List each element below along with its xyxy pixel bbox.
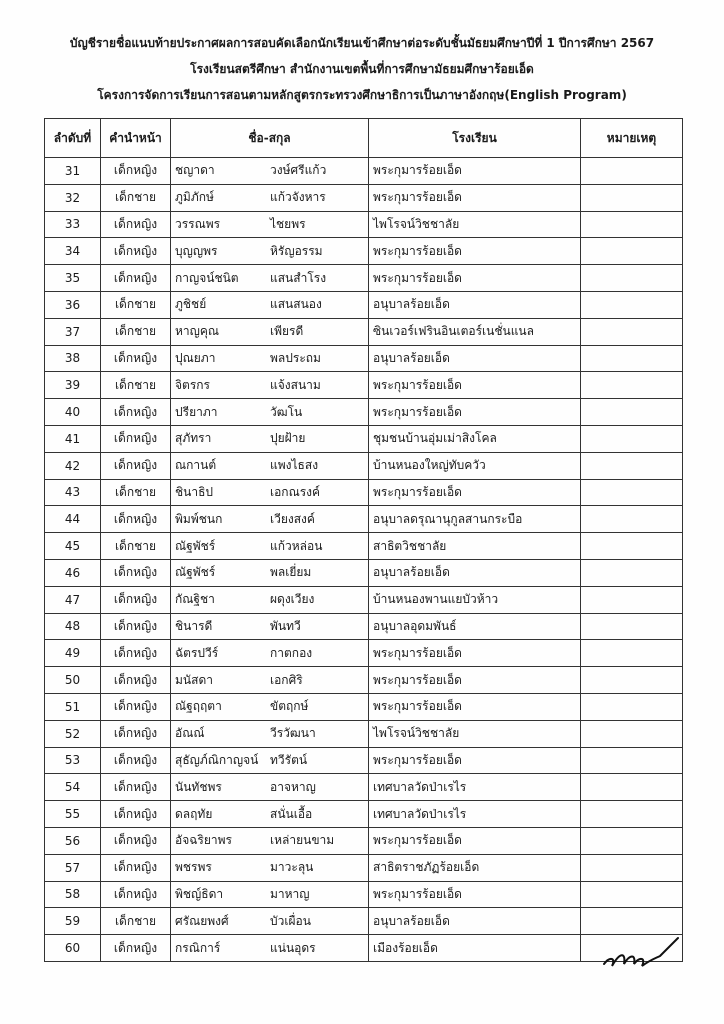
row-school: สาธิตวิชชาลัย [369, 533, 581, 560]
row-first-name: บุญญพร [175, 243, 218, 258]
row-first-name: ณัฐพัชร์ [175, 538, 216, 553]
table-row [45, 586, 683, 613]
row-school: อนุบาลร้อยเอ็ด [369, 291, 581, 318]
row-full-name [171, 667, 369, 694]
row-school: บ้านหนองใหญ่ทับควัว [369, 452, 581, 479]
row-number: 52 [45, 720, 101, 747]
row-full-name [171, 425, 369, 452]
row-first-name: กัณฐิชา [175, 592, 215, 607]
row-full-name [171, 265, 369, 292]
table-row [45, 935, 683, 962]
row-first-name: จิตรกร [175, 377, 210, 392]
table-row [45, 452, 683, 479]
row-prefix: เด็กชาย [101, 291, 171, 318]
row-first-name: กาญจน์ชนิต [175, 270, 239, 285]
row-first-name: ดลฤทัย [175, 806, 213, 821]
row-first-name: สุภัทรา [175, 431, 212, 446]
row-prefix: เด็กหญิง [101, 935, 171, 962]
row-number: 35 [45, 265, 101, 292]
row-full-name [171, 452, 369, 479]
row-school: พระกุมารร้อยเอ็ด [369, 667, 581, 694]
row-first-name: กรณิการ์ [175, 940, 221, 955]
row-last-name: สนั่นเอื้อ [270, 806, 313, 821]
row-prefix: เด็กหญิง [101, 774, 171, 801]
row-number: 44 [45, 506, 101, 533]
row-full-name [171, 827, 369, 854]
row-prefix: เด็กหญิง [101, 452, 171, 479]
row-number: 39 [45, 372, 101, 399]
row-school: พระกุมารร้อยเอ็ด [369, 184, 581, 211]
row-prefix: เด็กชาย [101, 318, 171, 345]
header-program: โครงการจัดการเรียนการสอนตามหลักสูตรกระทรวงศึกษาธิการเป็นภาษาอังกฤษ(English Program) [97, 88, 627, 102]
table-row [45, 801, 683, 828]
row-last-name: เอกศิริ [270, 672, 303, 687]
row-number: 51 [45, 693, 101, 720]
row-number: 47 [45, 586, 101, 613]
row-school: ชุมชนบ้านอุ่มเม่าสิงโคล [369, 425, 581, 452]
table-row [45, 774, 683, 801]
row-first-name: หาญคุณ [175, 324, 220, 339]
row-note [581, 318, 683, 345]
row-full-name [171, 533, 369, 560]
row-first-name: พิชญ์ธิดา [175, 886, 224, 901]
signature-mark [600, 930, 680, 980]
row-prefix: เด็กหญิง [101, 613, 171, 640]
row-note [581, 425, 683, 452]
row-school: ไพโรจน์วิชชาลัย [369, 211, 581, 238]
table-row [45, 747, 683, 774]
row-number: 33 [45, 211, 101, 238]
column-header-note: หมายเหตุ [581, 119, 683, 158]
row-last-name: ทวีรัตน์ [270, 752, 308, 767]
row-number: 46 [45, 559, 101, 586]
row-note [581, 747, 683, 774]
row-school: สาธิตราชภัฏร้อยเอ็ด [369, 854, 581, 881]
row-last-name: อาจหาญ [270, 779, 316, 794]
row-last-name: แน่นอุดร [270, 940, 316, 955]
table-row [45, 720, 683, 747]
row-school: พระกุมารร้อยเอ็ด [369, 881, 581, 908]
header-title: บัญชีรายชื่อแนบท้ายประกาศผลการสอบคัดเลือกนักเรียนเข้าศึกษาต่อระดับชั้นมัธยมศึกษาปีที่ 1 ปีการศึกษา 2567 [69, 36, 655, 50]
row-note [581, 881, 683, 908]
row-prefix: เด็กหญิง [101, 238, 171, 265]
row-full-name [171, 774, 369, 801]
row-last-name: เพียรดี [270, 324, 304, 339]
row-full-name [171, 318, 369, 345]
row-last-name: แสนสนอง [270, 297, 322, 312]
row-number: 49 [45, 640, 101, 667]
table-row [45, 372, 683, 399]
row-first-name: ณกานต์ [175, 458, 217, 473]
row-prefix: เด็กหญิง [101, 827, 171, 854]
row-school: พระกุมารร้อยเอ็ด [369, 747, 581, 774]
column-header-prefix: คำนำหน้า [101, 119, 171, 158]
row-school: เมืองร้อยเอ็ด [369, 935, 581, 962]
row-note [581, 774, 683, 801]
row-first-name: ณัฐฤฤตา [175, 699, 222, 714]
row-number: 45 [45, 533, 101, 560]
row-number: 59 [45, 908, 101, 935]
row-first-name: นันทัชพร [175, 779, 222, 794]
row-number: 48 [45, 613, 101, 640]
row-last-name: หิรัญอรรม [270, 243, 323, 258]
row-last-name: เหล่ายนขาม [270, 833, 335, 848]
row-school: พระกุมารร้อยเอ็ด [369, 693, 581, 720]
row-number: 40 [45, 399, 101, 426]
table-row [45, 238, 683, 265]
column-header-number: ลำดับที่ [45, 119, 101, 158]
row-first-name: ชญาดา [175, 163, 215, 178]
row-prefix: เด็กหญิง [101, 399, 171, 426]
row-number: 55 [45, 801, 101, 828]
row-first-name: สุธัญภ์ณิกาญจน์ [175, 752, 259, 767]
row-prefix: เด็กชาย [101, 479, 171, 506]
row-last-name: ปุยฝ้าย [270, 431, 306, 446]
column-header-school: โรงเรียน [369, 119, 581, 158]
row-full-name [171, 345, 369, 372]
table-row [45, 425, 683, 452]
row-last-name: แสนสำโรง [270, 270, 327, 285]
table-row [45, 533, 683, 560]
row-prefix: เด็กชาย [101, 533, 171, 560]
row-note [581, 801, 683, 828]
row-number: 37 [45, 318, 101, 345]
row-number: 32 [45, 184, 101, 211]
row-note [581, 559, 683, 586]
row-full-name [171, 586, 369, 613]
row-prefix: เด็กหญิง [101, 586, 171, 613]
row-first-name: พิมพ์ชนก [175, 511, 223, 526]
row-note [581, 506, 683, 533]
row-prefix: เด็กหญิง [101, 425, 171, 452]
header-school: โรงเรียนสตรีศึกษา สำนักงานเขตพื้นที่การศึกษามัธยมศึกษาร้อยเอ็ด [190, 62, 534, 76]
table-row [45, 908, 683, 935]
row-number: 57 [45, 854, 101, 881]
row-full-name [171, 908, 369, 935]
table-header-row [45, 119, 683, 158]
row-school: พระกุมารร้อยเอ็ด [369, 827, 581, 854]
row-first-name: พชรพร [175, 860, 212, 875]
row-last-name: เวียงสงค์ [270, 511, 315, 526]
row-full-name [171, 747, 369, 774]
row-full-name [171, 801, 369, 828]
table-row [45, 881, 683, 908]
table-row [45, 265, 683, 292]
table-row [45, 693, 683, 720]
table-row [45, 827, 683, 854]
row-number: 42 [45, 452, 101, 479]
row-school: พระกุมารร้อยเอ็ด [369, 265, 581, 292]
row-number: 31 [45, 158, 101, 185]
row-full-name [171, 640, 369, 667]
row-prefix: เด็กหญิง [101, 345, 171, 372]
row-note [581, 720, 683, 747]
column-header-name: ชื่อ-สกุล [171, 119, 369, 158]
table-row [45, 399, 683, 426]
row-school: เทศบาลวัดป่าเรไร [369, 801, 581, 828]
row-number: 41 [45, 425, 101, 452]
row-last-name: ผดุงเวียง [270, 592, 315, 607]
row-number: 38 [45, 345, 101, 372]
row-last-name: แจ้งสนาม [270, 377, 321, 392]
row-full-name [171, 935, 369, 962]
row-full-name [171, 854, 369, 881]
row-note [581, 586, 683, 613]
row-school: อนุบาลร้อยเอ็ด [369, 559, 581, 586]
row-first-name: ชินารดี [175, 618, 213, 633]
row-note [581, 667, 683, 694]
row-last-name: แพงไธสง [270, 458, 319, 473]
row-prefix: เด็กหญิง [101, 211, 171, 238]
row-full-name [171, 559, 369, 586]
row-school: พระกุมารร้อยเอ็ด [369, 238, 581, 265]
row-full-name [171, 479, 369, 506]
row-number: 34 [45, 238, 101, 265]
row-prefix: เด็กหญิง [101, 801, 171, 828]
row-school: อนุบาลดรุณานุกูลสานกระบือ [369, 506, 581, 533]
row-last-name: พันทวี [270, 618, 301, 633]
table-row [45, 854, 683, 881]
row-school: พระกุมารร้อยเอ็ด [369, 158, 581, 185]
row-first-name: ภูชิชย์ [175, 297, 207, 312]
row-full-name [171, 720, 369, 747]
row-number: 43 [45, 479, 101, 506]
row-number: 50 [45, 667, 101, 694]
row-number: 36 [45, 291, 101, 318]
row-first-name: ศรัณยพงศ์ [175, 913, 229, 928]
table-row [45, 640, 683, 667]
row-full-name [171, 184, 369, 211]
row-last-name: มาหาญ [270, 886, 310, 901]
row-first-name: อัจฉริยาพร [175, 833, 232, 848]
row-school: ไพโรจน์วิชชาลัย [369, 720, 581, 747]
row-full-name [171, 693, 369, 720]
row-prefix: เด็กชาย [101, 184, 171, 211]
row-note [581, 184, 683, 211]
row-last-name: ไชยพร [270, 216, 306, 231]
row-note [581, 372, 683, 399]
row-last-name: พลเยี่ยม [270, 565, 312, 580]
row-last-name: แก้วจังหาร [270, 190, 326, 205]
row-note [581, 291, 683, 318]
row-last-name: แก้วหล่อน [270, 538, 323, 553]
row-note [581, 265, 683, 292]
row-prefix: เด็กหญิง [101, 747, 171, 774]
row-note [581, 854, 683, 881]
row-prefix: เด็กหญิง [101, 158, 171, 185]
row-full-name [171, 372, 369, 399]
row-school: ซินเวอร์เฟรินอินเตอร์เนชั่นแนล [369, 318, 581, 345]
row-prefix: เด็กหญิง [101, 854, 171, 881]
row-full-name [171, 506, 369, 533]
row-note [581, 479, 683, 506]
row-prefix: เด็กหญิง [101, 265, 171, 292]
row-note [581, 158, 683, 185]
row-full-name [171, 613, 369, 640]
row-note [581, 238, 683, 265]
row-school: พระกุมารร้อยเอ็ด [369, 640, 581, 667]
row-full-name [171, 158, 369, 185]
row-note [581, 399, 683, 426]
row-prefix: เด็กหญิง [101, 559, 171, 586]
row-last-name: มาวะลุน [270, 860, 314, 875]
row-school: อนุบาลร้อยเอ็ด [369, 908, 581, 935]
row-last-name: เอกณรงค์ [270, 484, 321, 499]
row-prefix: เด็กหญิง [101, 881, 171, 908]
row-number: 58 [45, 881, 101, 908]
row-last-name: ขัตฤกษ์ [270, 699, 309, 714]
row-full-name [171, 291, 369, 318]
row-number: 60 [45, 935, 101, 962]
row-first-name: มนัสดา [175, 672, 213, 687]
table-row [45, 291, 683, 318]
row-full-name [171, 238, 369, 265]
row-school: อนุบาลอุดมพันธ์ [369, 613, 581, 640]
row-prefix: เด็กหญิง [101, 667, 171, 694]
row-first-name: วรรณพร [175, 216, 221, 231]
table-row [45, 506, 683, 533]
row-prefix: เด็กหญิง [101, 693, 171, 720]
table-row [45, 184, 683, 211]
row-school: พระกุมารร้อยเอ็ด [369, 399, 581, 426]
row-number: 56 [45, 827, 101, 854]
row-full-name [171, 211, 369, 238]
row-note [581, 693, 683, 720]
row-prefix: เด็กชาย [101, 372, 171, 399]
row-last-name: กาตกอง [270, 645, 313, 660]
row-prefix: เด็กชาย [101, 908, 171, 935]
table-row [45, 345, 683, 372]
table-row [45, 158, 683, 185]
row-first-name: ภูมิภักษ์ [175, 190, 214, 205]
row-last-name: บัวเผื่อน [270, 913, 311, 928]
table-row [45, 667, 683, 694]
row-prefix: เด็กหญิง [101, 640, 171, 667]
row-school: บ้านหนองพานแยบัวห้าว [369, 586, 581, 613]
row-last-name: พลประถม [270, 350, 321, 365]
table-row [45, 613, 683, 640]
row-first-name: อัณณ์ [175, 726, 205, 741]
results-table [44, 118, 683, 962]
row-full-name [171, 881, 369, 908]
row-first-name: ณัฐพัชร์ [175, 565, 216, 580]
row-note [581, 211, 683, 238]
table-row [45, 318, 683, 345]
table-row [45, 559, 683, 586]
row-last-name: วัฒโน [270, 404, 303, 419]
row-full-name [171, 399, 369, 426]
row-prefix: เด็กหญิง [101, 506, 171, 533]
row-note [581, 345, 683, 372]
table-row [45, 479, 683, 506]
row-school: อนุบาลร้อยเอ็ด [369, 345, 581, 372]
row-school: เทศบาลวัดป่าเรไร [369, 774, 581, 801]
row-school: พระกุมารร้อยเอ็ด [369, 372, 581, 399]
row-first-name: ฉัตรปวีร์ [175, 645, 219, 660]
document-header [0, 30, 724, 108]
row-note [581, 613, 683, 640]
row-last-name: วงษ์ศรีแก้ว [270, 163, 327, 178]
row-last-name: วีรวัฒนา [270, 726, 316, 741]
row-first-name: ชินาธิป [175, 484, 214, 499]
row-note [581, 827, 683, 854]
row-note [581, 452, 683, 479]
row-note [581, 640, 683, 667]
row-first-name: ปุณยภา [175, 350, 216, 365]
row-number: 54 [45, 774, 101, 801]
row-school: พระกุมารร้อยเอ็ด [369, 479, 581, 506]
row-note [581, 533, 683, 560]
row-prefix: เด็กหญิง [101, 720, 171, 747]
row-number: 53 [45, 747, 101, 774]
table-row [45, 211, 683, 238]
row-first-name: ปรียาภา [175, 404, 218, 419]
